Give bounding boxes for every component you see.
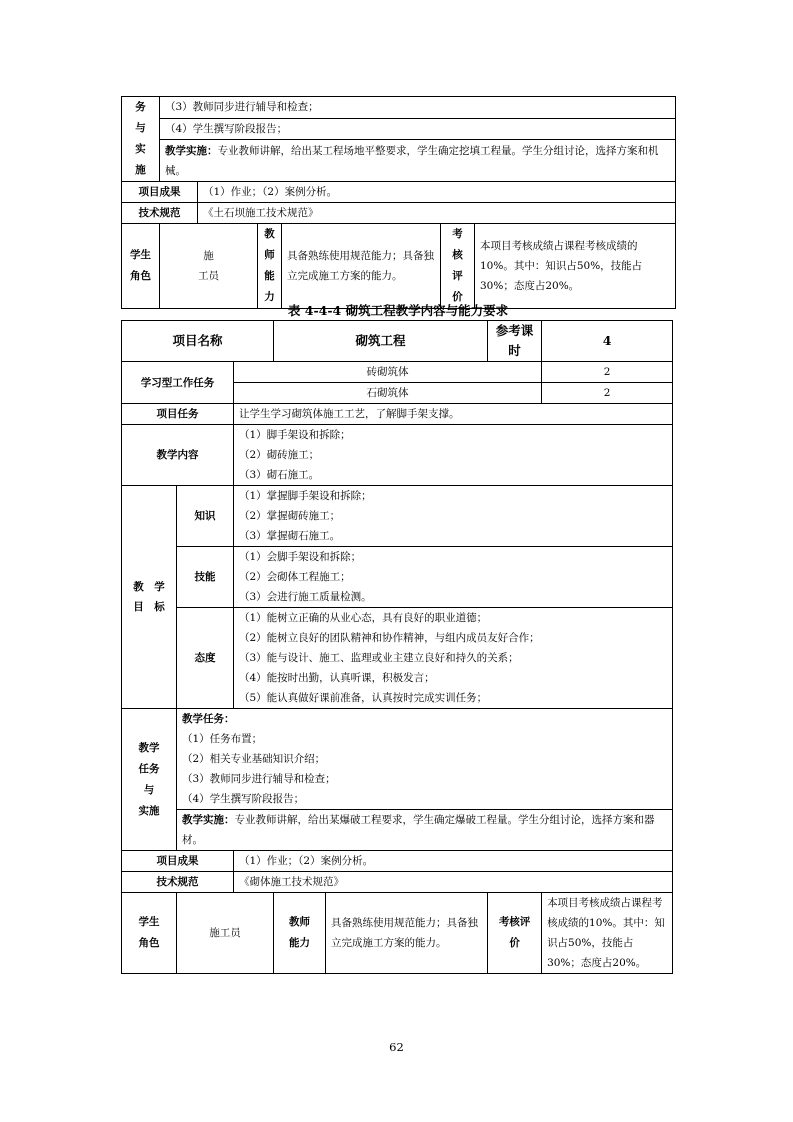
content-item: （2）砌砖施工； bbox=[239, 449, 320, 461]
project-name: 砌筑工程 bbox=[274, 321, 488, 362]
implementation-text: 专业教师讲解，给出某工程场地平整要求，学生确定挖填工程量。学生分组讨论，选择方案和机械。 bbox=[165, 144, 659, 177]
teaching-task-item: （4）学生撰写阶段报告； bbox=[182, 793, 305, 805]
implementation-label: 教学实施： bbox=[182, 814, 235, 826]
content-list bbox=[234, 425, 673, 486]
ability-text: 具备熟练使用规范能力；具备独立完成施工方案的能力。 bbox=[326, 893, 488, 974]
outcome-label: 项目成果 bbox=[122, 182, 198, 203]
work-task-hours: 2 bbox=[542, 383, 673, 404]
attitude-item: （5）能认真做好课前准备，认真按时完成实训任务； bbox=[239, 692, 488, 704]
outcome-text: （1）作业；（2）案例分析。 bbox=[198, 182, 676, 203]
project-task-text: 让学生学习砌筑体施工工艺，了解脚手架支撑。 bbox=[234, 404, 673, 425]
implementation-label: 教学实施： bbox=[165, 144, 218, 157]
implementation-cell bbox=[177, 810, 673, 851]
teaching-task-item: （3）教师同步进行辅导和检查； bbox=[182, 773, 336, 785]
skill-label: 技能 bbox=[177, 547, 234, 608]
knowledge-label: 知识 bbox=[177, 486, 234, 547]
assess-text: 本项目考核成绩占课程考核成绩的10%。其中：知识占50%，技能占30%；态度占20%。 bbox=[475, 224, 676, 309]
work-task-name: 石砌筑体 bbox=[234, 383, 542, 404]
role-label: 学生 角色 bbox=[122, 893, 177, 974]
teaching-task-item: （1）任务布置； bbox=[182, 733, 263, 745]
attitude-item: （4）能按时出勤，认真听课，积极发言； bbox=[239, 672, 435, 684]
attitude-item: （3）能与设计、施工、监理或业主建立良好和持久的关系； bbox=[239, 652, 519, 664]
project-name-label: 项目名称 bbox=[122, 321, 274, 362]
knowledge-list bbox=[234, 486, 673, 547]
project-task-label: 项目任务 bbox=[122, 404, 234, 425]
assess-label: 考核评 价 bbox=[488, 893, 542, 974]
attitude-list bbox=[234, 608, 673, 709]
content-label: 教学内容 bbox=[122, 425, 234, 486]
ability-text: 具备熟练使用规范能力；具备独立完成施工方案的能力。 bbox=[282, 224, 441, 309]
masonry-table bbox=[121, 320, 673, 974]
teaching-task-item: （2）相关专业基础知识介绍； bbox=[182, 753, 326, 765]
assess-label: 考 核 评 价 bbox=[441, 224, 475, 309]
ability-label: 教 师 能 力 bbox=[258, 224, 282, 309]
knowledge-item: （2）掌握砌砖施工； bbox=[239, 510, 341, 522]
implementation-text: 专业教师讲解，给出某爆破工程要求，学生确定爆破工程量。学生分组讨论，选择方案和器材。 bbox=[182, 814, 655, 846]
spec-label: 技术规范 bbox=[122, 203, 198, 224]
content-item: （1）脚手架设和拆除； bbox=[239, 429, 351, 441]
skill-item: （2）会砌体工程施工； bbox=[239, 571, 351, 583]
work-task-name: 砖砌筑体 bbox=[234, 362, 542, 383]
teaching-tasks-label: 教学任务： bbox=[182, 713, 235, 725]
assess-text: 本项目考核成绩占课程考核成绩的10%。其中：知识占50%，技能占30%；态度占20%。 bbox=[542, 893, 673, 974]
task-impl-label: 务 与 实 施 bbox=[122, 97, 160, 182]
teaching-tasks-cell bbox=[177, 709, 673, 810]
implementation-cell bbox=[160, 140, 676, 182]
ability-label: 教师 能力 bbox=[274, 893, 326, 974]
table-caption: 表 4-4-4 砌筑工程教学内容与能力要求 bbox=[287, 303, 509, 318]
spec-text: 《土石坝施工技术规范》 bbox=[198, 203, 676, 224]
task-line: （4）学生撰写阶段报告； bbox=[160, 118, 676, 140]
task-impl-label: 教学 任务 与 实施 bbox=[122, 709, 177, 851]
task-line: （3）教师同步进行辅导和检查； bbox=[160, 97, 676, 119]
role-label: 学生 角色 bbox=[122, 224, 160, 309]
skill-item: （1）会脚手架设和拆除； bbox=[239, 551, 362, 563]
previous-table-fragment bbox=[121, 96, 676, 309]
spec-text: 《砌体施工技术规范》 bbox=[234, 872, 673, 893]
content-item: （3）砌石施工。 bbox=[239, 469, 320, 481]
role-value: 施 工员 bbox=[160, 224, 258, 309]
skill-list bbox=[234, 547, 673, 608]
outcome-label: 项目成果 bbox=[122, 851, 234, 872]
goals-label: 教 学 目 标 bbox=[122, 486, 177, 709]
ref-hours-label: 参考课时 bbox=[488, 321, 542, 362]
attitude-item: （1）能树立正确的从业心态，具有良好的职业道德； bbox=[239, 612, 488, 624]
work-tasks-label: 学习型工作任务 bbox=[122, 362, 234, 404]
knowledge-item: （1）掌握脚手架设和拆除； bbox=[239, 490, 372, 502]
attitude-item: （2）能树立良好的团队精神和协作精神，与组内成员友好合作； bbox=[239, 632, 540, 644]
skill-item: （3）会进行施工质量检测。 bbox=[239, 591, 372, 603]
attitude-label: 态度 bbox=[177, 608, 234, 709]
knowledge-item: （3）掌握砌石施工。 bbox=[239, 530, 341, 542]
work-task-hours: 2 bbox=[542, 362, 673, 383]
outcome-text: （1）作业；（2）案例分析。 bbox=[234, 851, 673, 872]
page-number: 62 bbox=[389, 1040, 404, 1054]
ref-hours: 4 bbox=[542, 321, 673, 362]
role-value: 施工员 bbox=[177, 893, 274, 974]
spec-label: 技术规范 bbox=[122, 872, 234, 893]
